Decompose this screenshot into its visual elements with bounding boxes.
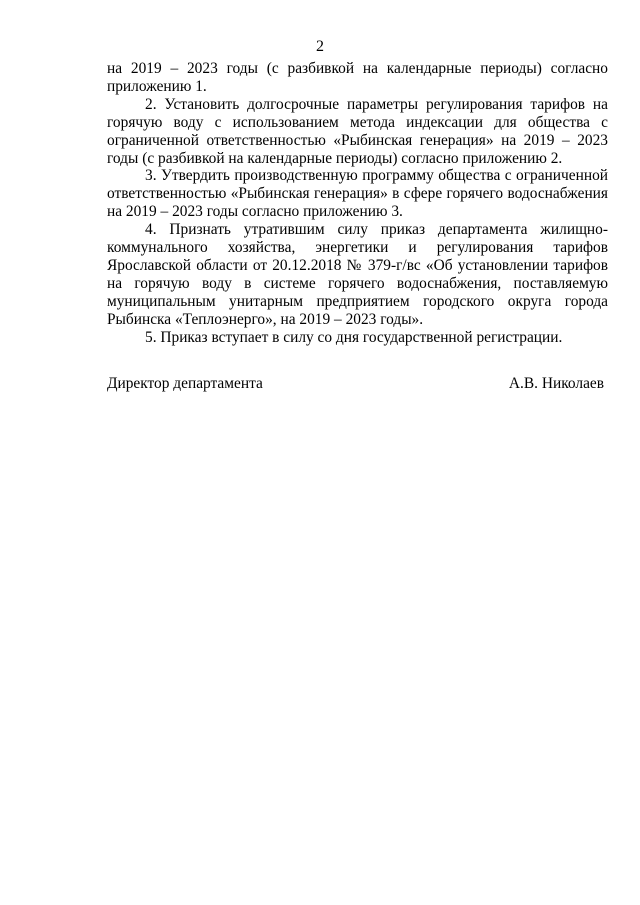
paragraph-5: 5. Приказ вступает в силу со дня государственной регистрации. <box>145 328 563 346</box>
signatory-position: Директор департамента <box>107 375 263 392</box>
document-body <box>107 60 608 347</box>
page-number: 2 <box>316 38 324 55</box>
paragraph-2: 2. Установить долгосрочные параметры регулирования тарифов на горячую воду с использованием метода индексации для общества с ограниченной ответственностью «Рыбинская генерация» на 2019 – 2023 годы (с разбивкой на календарные периоды) согласно приложению 2. <box>107 95 608 167</box>
paragraph-3: 3. Утвердить производственную программу общества с ограниченной ответственностью «Рыбинская генерация» в сфере горячего водоснабжения на 2019 – 2023 годы согласно приложению 3. <box>107 167 608 221</box>
paragraph-4: 4. Признать утратившим силу приказ департамента жилищно-коммунального хозяйства, энергетики и регулирования тарифов Ярославской области от 20.12.2018 № 379-г/вс «Об установлении тарифов на горячую воду в системе горячего водоснабжения, поставляемую муниципальным унитарным предприятием городского округа города Рыбинска «Теплоэнерго», на 2019 – 2023 годы». <box>107 221 608 328</box>
signatory-name: А.В. Николаев <box>508 375 604 392</box>
paragraph-continuation: на 2019 – 2023 годы (с разбивкой на календарные периоды) согласно приложению 1. <box>107 60 608 95</box>
